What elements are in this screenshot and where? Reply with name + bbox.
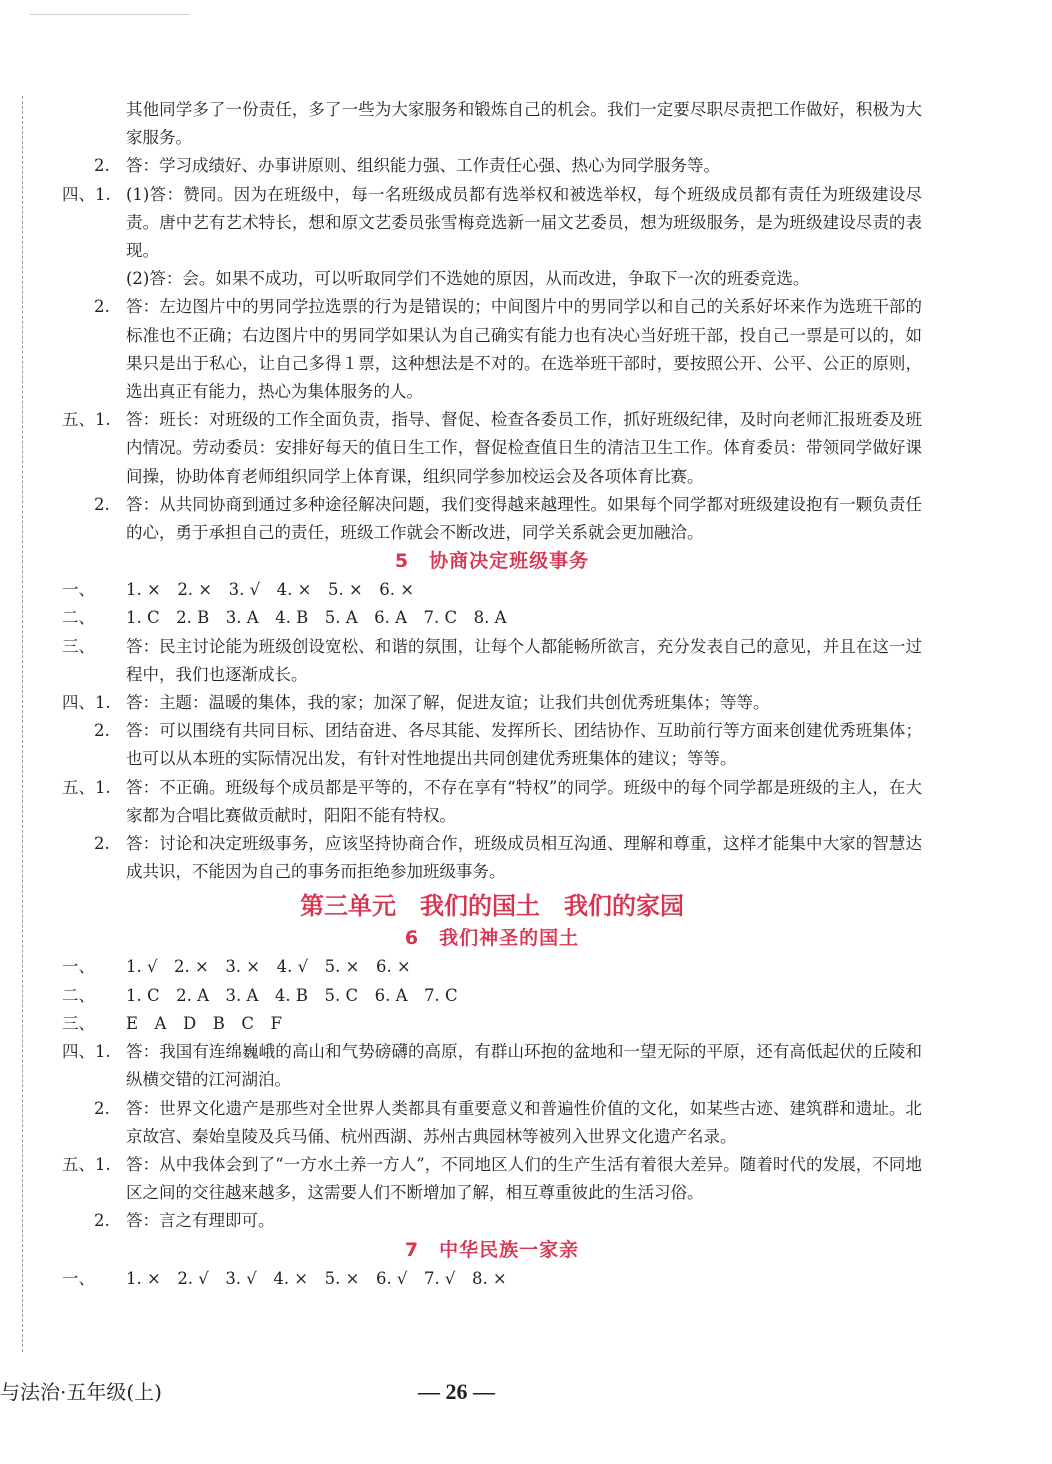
unit-3-title: 第三单元 我们的国土 我们的家园 — [300, 892, 684, 921]
item-label: 2. — [94, 1211, 115, 1231]
item-label: 二、 — [62, 985, 95, 1005]
lesson-6-title: 6 我们神圣的国土 — [404, 927, 580, 950]
answer-item — [62, 152, 922, 180]
item-text: 答：民主讨论能为班级创设宽松、和谐的氛围，让每个人都能畅所欲言，充分发表自己的意见，并且在这一过程中，我们也逐渐成长。 — [126, 636, 922, 684]
item-text: 答：不正确。班级每个成员都是平等的，不存在享有“特权”的同学。班级中的每个同学都是班级的主人，在大家都为合唱比赛做贡献时，阳阳不能有特权。 — [126, 777, 922, 825]
item-text: 答：左边图片中的男同学拉选票的行为是错误的；中间图片中的男同学以和自己的关系好坏来作为选班干部的标准也不正确；右边图片中的男同学如果认为自己确实有能力也有决心当好班干部，投自己一票是可以的，如果只是出于私心，让自己多得１票，这种想法是不对的。在选举班干部时，要按照公开、公平、公正的原则，选出真正有能力，热心为集体服务的人。 — [126, 297, 922, 402]
item-text: 答：我国有连绵巍峨的高山和气势磅礴的高原，有群山环抱的盆地和一望无际的平原，还有高低起伏的丘陵和纵横交错的江河湖泊。 — [126, 1042, 922, 1090]
item-label: 四、1. — [62, 693, 116, 713]
answer-row — [62, 576, 922, 604]
answer-item — [62, 181, 922, 266]
lesson-7-title: 7 中华民族一家亲 — [404, 1238, 580, 1261]
item-text: 答：主题：温暖的集体，我的家；加深了解，促进友谊；让我们共创优秀班集体；等等。 — [126, 693, 770, 713]
item-text: 答：学习成绩好、办事讲原则、组织能力强、工作责任心强、热心为同学服务等。 — [126, 156, 720, 176]
item-text: 答：从共同协商到通过多种途径解决问题，我们变得越来越理性。如果每个同学都对班级建设抱有一颗负责任的心，勇于承担自己的责任，班级工作就会不断改进，同学关系就会更加融洽。 — [126, 494, 922, 543]
item-label: 2. — [94, 721, 115, 741]
item-label: 2. — [94, 834, 115, 854]
item-text: 答：讨论和决定班级事务，应该坚持协商合作，班级成员相互沟通、理解和尊重，这样才能集中大家的智慧达成共识，不能因为自己的事务而拒绝参加班级事务。 — [126, 834, 922, 882]
answer-item — [62, 265, 922, 293]
item-text: 答：世界文化遗产是那些对全世界人类都具有重要意义和普遍性价值的文化，如某些古迹、建筑群和遗址。北京故宫、秦始皇陵及兵马俑、杭州西湖、苏州古典园林等被列入世界文化遗产名录。 — [126, 1098, 922, 1146]
item-text: (1)答：赞同。因为在班级中，每一名班级成员都有选举权和被选举权，每个班级成员都有责任为班级建设尽责。唐中艺有艺术特长，想和原文艺委员张雪梅竞选新一届文艺委员，想为班级服务，是为班级建设尽责的表现。 — [126, 184, 922, 261]
answer-item — [62, 1151, 922, 1207]
item-label: 一、 — [62, 580, 95, 600]
page-number: — 26 — — [418, 1379, 495, 1404]
item-label: 五、1. — [62, 410, 116, 430]
answer-item — [62, 1207, 922, 1235]
answer-row — [62, 1010, 922, 1038]
item-label: 2. — [94, 297, 115, 317]
answer-item — [62, 491, 922, 547]
answer-item — [62, 774, 922, 830]
lesson-5-title: 5 协商决定班级事务 — [394, 550, 590, 573]
item-text: 答：可以围绕有共同目标、团结奋进、各尽其能、发挥所长、团结协作、互助前行等方面来创建优秀班集体；也可以从本班的实际情况出发，有针对性地提出共同创建优秀班集体的建议；等等。 — [126, 721, 922, 769]
top-rule — [30, 14, 190, 15]
item-text: 答：从中我体会到了“一方水土养一方人”，不同地区人们的生产生活有着很大差异。随着时代的发展，不同地区之间的交往越来越多，这需要人们不断增加了解，相互尊重彼此的生活习俗。 — [126, 1154, 922, 1203]
answer-item — [62, 293, 922, 406]
item-label: 五、1. — [62, 1154, 116, 1174]
subject-grade-label: 与法治·五年级(上) — [0, 1380, 162, 1404]
item-text: 1. C 2. A 3. A 4. B 5. C 6. A 7. C — [126, 985, 458, 1005]
item-label: 三、 — [62, 636, 95, 656]
item-label: 一、 — [62, 1268, 95, 1288]
item-label: 二、 — [62, 608, 95, 628]
item-text: 答：班长：对班级的工作全面负责，指导、督促、检查各委员工作，抓好班级纪律，及时向老师汇报班委及班内情况。劳动委员：安排好每天的值日生工作，督促检查值日生的清洁卫生工作。体育委员：带领同学做好课间操，协助体育老师组织同学上体育课，组织同学参加校运会及各项体育比赛。 — [126, 410, 922, 486]
item-text: (2)答：会。如果不成功，可以听取同学们不选她的原因，从而改进，争取下一次的班委竞选。 — [126, 269, 810, 289]
answer-item — [62, 689, 922, 717]
item-text: 1. √ 2. × 3. × 4. √ 5. × 6. × — [126, 957, 411, 977]
binding-margin-line — [22, 96, 23, 1352]
answer-item — [62, 406, 922, 491]
answer-item — [62, 633, 922, 689]
answer-row — [62, 982, 922, 1010]
answer-content — [62, 96, 922, 1293]
item-text: 1. C 2. B 3. A 4. B 5. A 6. A 7. C 8. A — [126, 608, 507, 628]
answer-row — [62, 1265, 922, 1293]
item-label: 三、 — [62, 1013, 95, 1033]
item-text: E A D B C F — [126, 1013, 282, 1033]
item-label: 五、1. — [62, 777, 116, 797]
item-label: 2. — [94, 1098, 115, 1118]
answer-row — [62, 604, 922, 632]
paragraph-text: 其他同学多了一份责任，多了一些为大家服务和锻炼自己的机会。我们一定要尽职尽责把工作做好，积极为大家服务。 — [126, 100, 922, 148]
item-text: 1. × 2. √ 3. √ 4. × 5. × 6. √ 7. √ 8. × — [126, 1268, 507, 1288]
answer-item — [62, 717, 922, 773]
answer-item — [62, 830, 922, 886]
item-label: 四、1. — [62, 1042, 116, 1062]
item-label: 四、1. — [62, 184, 116, 204]
item-text: 答：言之有理即可。 — [126, 1211, 275, 1231]
answer-row — [62, 953, 922, 981]
item-label: 一、 — [62, 957, 95, 977]
answer-item — [62, 1038, 922, 1094]
item-text: 1. × 2. × 3. √ 4. × 5. × 6. × — [126, 580, 415, 600]
page-footer — [0, 1374, 1052, 1414]
item-label: 2. — [94, 494, 115, 514]
continuation-paragraph — [62, 96, 922, 152]
item-label: 2. — [94, 156, 115, 176]
answer-item — [62, 1095, 922, 1151]
